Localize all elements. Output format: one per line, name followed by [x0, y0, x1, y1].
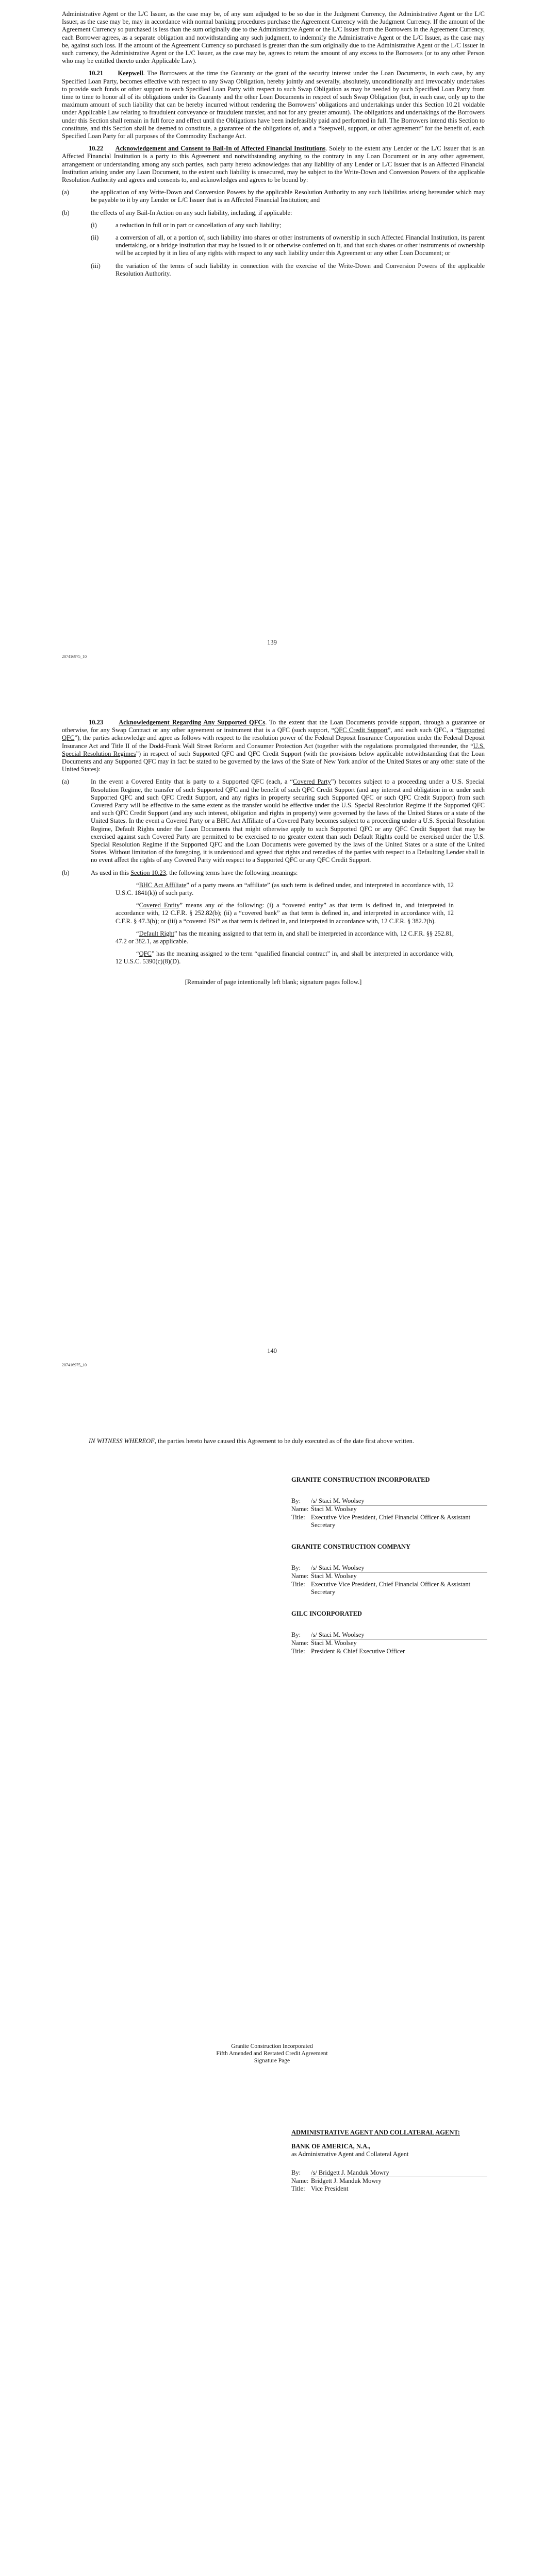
clause-b-ii — [91, 234, 485, 258]
section-reference: Section 10.23 — [130, 869, 166, 876]
signature-line — [291, 1564, 487, 1572]
clause-text-part: As used in this — [91, 869, 131, 876]
signatory-name: Staci M. Woolsey — [311, 1572, 357, 1580]
bank-name: BANK OF AMERICA, N.A., — [291, 2143, 371, 2150]
clause-b-iii — [91, 262, 485, 278]
signature-page-agent — [0, 2117, 544, 2576]
definition-text: ” has the meaning assigned to the term “qualified financial contract” in, and shall be interpreted in accordance with, 12 U.S.C. 5390(c)(8)(D). — [116, 950, 454, 965]
title-label: Title: — [291, 1647, 305, 1655]
company-name: GRANITE CONSTRUCTION COMPANY — [291, 1543, 411, 1550]
definition-bhc-act-affiliate: “BHC Act Affiliate” of a party means an “affiliate” (as such term is defined under, and interpreted in accordance with, 12 U.S.C. 1841(k)) of such party. — [116, 881, 454, 897]
signature: /s/ Bridgett J. Manduk Mowry — [311, 2169, 487, 2177]
company-name: GILC INCORPORATED — [291, 1610, 362, 1617]
clause-text-part: In the event a Covered Entity that is party to a Supported QFC (each, a “ — [91, 778, 293, 786]
signature: /s/ Staci M. Woolsey — [311, 1564, 487, 1572]
clause-b — [62, 869, 485, 877]
name-line — [291, 1505, 487, 1513]
name-line — [291, 2177, 487, 2185]
signatory-title: Executive Vice President, Chief Financial Officer & Assistant Secretary — [311, 1580, 471, 1596]
signatory-title: Vice President — [311, 2185, 349, 2193]
signatory-title: President & Chief Executive Officer — [311, 1647, 405, 1655]
clause-label: (a) — [62, 778, 69, 786]
clause-label: (iii) — [91, 262, 101, 269]
clause-b — [62, 209, 485, 217]
page-140-content — [62, 719, 485, 991]
definition-covered-entity: “Covered Entity” means any of the following: (i) a “covered entity” as that term is defined in, and interpreted in accordance with, 12 C.F.R. § 252.82(b); (ii) a “covered bank” as that term is defined in, and interpreted in accordance with, 12 C.F.R. § 47.3(b); or (iii) a “covered FSI” as that term is defined in, and interpreted in accordance with, 12 C.F.R. § 382.2(b). — [116, 902, 454, 925]
signatory-name: Bridgett J. Manduk Mowry — [311, 2177, 382, 2184]
page-number: 140 — [267, 1347, 277, 1354]
title-line — [291, 2185, 487, 2193]
defined-term: Covered Party — [293, 778, 331, 786]
signatory-title: Executive Vice President, Chief Financial Officer & Assistant Secretary — [311, 1513, 471, 1529]
page-number: 139 — [267, 639, 277, 646]
defined-term: Supported QFC — [62, 726, 485, 742]
clause-label: (ii) — [91, 234, 99, 242]
name-line — [291, 1639, 487, 1647]
signatory-name: Staci M. Woolsey — [311, 1639, 357, 1647]
signature-line — [291, 1497, 487, 1505]
section-10-22 — [62, 145, 485, 184]
section-title: Acknowledgement and Consent to Bail-In of Affected Financial Institutions — [115, 145, 326, 152]
clause-label: (b) — [62, 869, 70, 876]
witness-lead: IN WITNESS WHEREOF — [89, 1437, 155, 1445]
signature-line — [291, 1631, 487, 1639]
witness-paragraph-wrap — [62, 1437, 485, 1450]
footer-company: Granite Construction Incorporated — [231, 2043, 313, 2049]
definition-text: ” has the meaning assigned to that term in, and shall be interpreted in accordance with, 12 C.F.R. §§ 252.81, 47.2 or 382.1, as applicable. — [116, 929, 454, 945]
name-label: Name: — [291, 1505, 309, 1513]
section-text: . To the extent that the Loan Documents provide support, through a guarantee or otherwise, for any Swap Contract or any other agreement or instrument that is a QFC (such support, “ — [62, 719, 485, 734]
defined-term: U.S. Special Resolution Regimes — [62, 742, 485, 757]
bank-role: as Administrative Agent and Collateral Agent — [291, 2150, 409, 2158]
section-text: . The Borrowers at the time the Guaranty or the grant of the security interest under the Loan Documents, in each case, by any Specified Loan Party, becomes effective with respect to any Swap Obligation, hereby jointly and severally, absolutely, unconditionally and irrevocably undertakes to provide such funds or other support to each Specified Loan Party with respect to such Swap Obligation as may be needed by such Specified Loan Party from time to time to honor all of its obligations under its Guaranty and the other Loan Documents in respect of such Swap Obligation (but, in each case, only up to the maximum amount of such liability that can be hereby incurred without rendering the Borrowers’ obligations and undertakings under this Section 10.21 voidable under Applicable Law relating to fraudulent conveyance or fraudulent transfer, and not for any greater amount). The obligations and undertakings of the Borrowers under this Section shall remain in full force and effect until the Obligations have been indefeasibly paid and performed in full. The Borrowers intend this Section to constitute, and this Section shall be deemed to constitute, a guarantee of the obligations of, and a “keepwell, support, or other agreement” for the benefit of, each Specified Loan Party for all purposes of the Commodity Exchange Act. — [62, 70, 485, 140]
witness-text: , the parties hereto have caused this Agreement to be duly executed as of the date first above written. — [154, 1437, 415, 1445]
clause-text — [91, 869, 485, 877]
title-line — [291, 1514, 487, 1529]
section-text: ”) in respect of such Supported QFC and QFC Credit Support (with the provisions below applicable notwithstanding that the Loan Documents and any Supported QFC may in fact be stated to be governed by the laws of the State of New York and/or of the United States or any other state of the United States): — [62, 750, 485, 773]
section-number: 10.21 — [89, 70, 104, 77]
section-10-23 — [62, 719, 485, 773]
signature-block-gcc — [291, 1543, 487, 1596]
defined-term: QFC Credit Support — [334, 726, 388, 734]
title-line — [291, 1648, 487, 1655]
section-text: ”, and each such QFC, a “ — [387, 726, 458, 734]
name-line — [291, 1572, 487, 1580]
document-id: 207416975_10 — [62, 1363, 87, 1367]
clause-b-i — [91, 222, 485, 229]
by-label: By: — [291, 1497, 301, 1505]
signature-block-gilc — [291, 1610, 487, 1655]
page-139 — [0, 0, 544, 690]
page-139-content — [62, 10, 485, 282]
by-label: By: — [291, 2168, 301, 2176]
page-140 — [0, 708, 544, 1399]
section-text: ”), the parties acknowledge and agree as follows with respect to the resolution power of the Federal Deposit Insurance Corporation under the Federal Deposit Insurance Act and Title II of the Dodd-Frank Wall Street Reform and Consumer Protection Act (together with the regulations promulgated thereunder, the “ — [62, 734, 485, 750]
signatory-name: Staci M. Woolsey — [311, 1505, 357, 1513]
agent-heading: ADMINISTRATIVE AGENT AND COLLATERAL AGENT: — [291, 2129, 460, 2136]
name-label: Name: — [291, 1639, 309, 1647]
title-label: Title: — [291, 1513, 305, 1521]
signature-block-gci — [291, 1476, 487, 1529]
section-number: 10.22 — [89, 145, 104, 152]
document-id: 207416975_10 — [62, 654, 87, 659]
definition-default-right: “Default Right” has the meaning assigned to that term in, and shall be interpreted in accordance with, 12 C.F.R. §§ 252.81, 47.2 or 382.1, as applicable. — [116, 929, 454, 945]
witness-paragraph — [62, 1437, 485, 1445]
by-label: By: — [291, 1564, 301, 1572]
title-label: Title: — [291, 2185, 305, 2193]
section-10-21 — [62, 70, 485, 140]
section-title: Acknowledgement Regarding Any Supported QFCs — [119, 719, 266, 726]
remainder-note: [Remainder of page intentionally left blank; signature pages follow.] — [185, 978, 362, 986]
clause-text: a conversion of all, or a portion of, such liability into shares or other instruments of ownership in such Affected Financial Institution, its parent undertaking, or a bridge institution that may be issued to it or otherwise conferred on it, and that such shares or other instruments of ownership will be accepted by it in lieu of any rights with respect to any such liability under this Agreement or any other Loan Document; or — [116, 234, 485, 257]
signature-block-agent — [291, 2129, 487, 2193]
title-label: Title: — [291, 1580, 305, 1588]
footer-label: Signature Page — [254, 2058, 290, 2064]
defined-term: BHC Act Affiliate — [139, 881, 187, 889]
defined-term: Covered Entity — [139, 902, 180, 909]
clause-text — [91, 778, 485, 864]
clause-label: (i) — [91, 221, 97, 229]
definition-qfc: “QFC” has the meaning assigned to the term “qualified financial contract” in, and shall be interpreted in accordance with, 12 U.S.C. 5390(c)(8)(D). — [116, 950, 454, 965]
section-title: Keepwell — [118, 70, 143, 77]
defined-term: Default Right — [139, 929, 175, 937]
clause-text: the variation of the terms of such liability in connection with the exercise of the Write-Down and Conversion Powers of the applicable Resolution Authority. — [116, 262, 485, 277]
section-number: 10.23 — [89, 719, 104, 726]
clause-a — [62, 778, 485, 864]
name-label: Name: — [291, 2177, 309, 2184]
signature-line — [291, 2169, 487, 2177]
clause-label: (a) — [62, 189, 69, 196]
name-label: Name: — [291, 1572, 309, 1580]
signature: /s/ Staci M. Woolsey — [311, 1631, 487, 1639]
clause-text-part: ”) becomes subject to a proceeding under a U.S. Special Resolution Regime, the transfer of such Supported QFC and the benefit of such QFC Credit Support (and any interest and obligation in or under such Supported QFC and such QFC Credit Support, and any rights in property securing such Supported QFC or such QFC Credit Support) from such Covered Party will be effective to the same extent as the transfer would be effective under the U.S. Special Resolution Regime if the Supported QFC and such QFC Credit Support (and any such interest, obligation and rights in property) were governed by the laws of the United States or a state of the United States. In the event a Covered Party or a BHC Act Affiliate of a Covered Party becomes subject to a proceeding under a U.S. Special Resolution Regime, Default Rights under the Loan Documents that might otherwise apply to such Supported QFC or any QFC Credit Support that may be exercised against such Covered Party are permitted to be exercised to no greater extent than such Default Rights could be exercised under the U.S. Special Resolution Regime if the Supported QFC and the Loan Documents were governed by the laws of the United States or a state of the United States. Without limitation of the foregoing, it is understood and agreed that rights and remedies of the parties with respect to a Defaulting Lender shall in no event affect the rights of any Covered Party with respect to a Supported QFC or any QFC Credit Support. — [91, 778, 485, 864]
definition-text: ” of a party means an “affiliate” (as such term is defined under, and interpreted in accordance with, 12 U.S.C. 1841(k)) of such party. — [116, 881, 454, 897]
by-label: By: — [291, 1631, 301, 1639]
clause-text-part: , the following terms have the following meanings: — [166, 869, 298, 876]
definitions-list — [116, 882, 454, 966]
clause-text: a reduction in full or in part or cancellation of any such liability; — [116, 221, 282, 229]
title-line — [291, 1581, 487, 1596]
judgment-currency-paragraph: Administrative Agent or the L/C Issuer, as the case may be, of any sum adjudged to be so due in the Judgment Currency, the Administrative Agent or the L/C Issuer, as the case may be, may in accordance with normal banking procedures purchase the Agreement Currency with the Judgment Currency. If the amount of the Agreement Currency so purchased is less than the sum originally due to the Administrative Agent or the L/C Issuer from the Borrowers in the Agreement Currency, each Borrower agrees, as a separate obligation and notwithstanding any such judgment, to indemnify the Administrative Agent or the L/C Issuer, as the case may be, against such loss. If the amount of the Agreement Currency so purchased is greater than the sum originally due to the Administrative Agent or the L/C Issuer in such currency, the Administrative Agent or the L/C Issuer, as the case may be, agrees to return the amount of any excess to the Borrowers (or to any other Person who may be entitled thereto under Applicable Law). — [62, 10, 485, 65]
signature-page-borrowers — [0, 1417, 544, 2107]
defined-term: QFC — [139, 950, 152, 958]
clause-text: the application of any Write-Down and Conversion Powers by the applicable Resolution Authority to any such liabilities arising hereunder which may be payable to it by any Lender or L/C Issuer that is an Affected Financial Institution; and — [91, 189, 485, 204]
clause-a — [62, 189, 485, 204]
company-name: GRANITE CONSTRUCTION INCORPORATED — [291, 1476, 430, 1483]
signature-page-footer — [0, 2043, 544, 2064]
section-text: . Solely to the extent any Lender or the L/C Issuer that is an Affected Financial Institution is a party to this Agreement and notwithstanding anything to the contrary in any Loan Document or in any other agreement, arrangement or understanding among any such parties, each party hereto acknowledges that any liability of any Lender or L/C Issuer that is an Affected Financial Institution arising under any Loan Document, to the extent such liability is unsecured, may be subject to the Write-Down and Conversion Powers of the applicable Resolution Authority and agrees and consents to, and acknowledges and agrees to be bound by: — [62, 145, 485, 184]
clause-text: the effects of any Bail-In Action on any such liability, including, if applicable: — [91, 209, 292, 216]
footer-agreement: Fifth Amended and Restated Credit Agreement — [216, 2050, 328, 2057]
signature: /s/ Staci M. Woolsey — [311, 1497, 487, 1505]
definition-text: ” means any of the following: (i) a “covered entity” as that term is defined in, and interpreted in accordance with, 12 C.F.R. § 252.82(b); (ii) a “covered bank” as that term is defined in, and interpreted in accordance with, 12 C.F.R. § 47.3(b); or (iii) a “covered FSI” as that term is defined in, and interpreted in accordance with, 12 C.F.R. § 382.2(b). — [116, 902, 454, 925]
clause-label: (b) — [62, 209, 70, 216]
